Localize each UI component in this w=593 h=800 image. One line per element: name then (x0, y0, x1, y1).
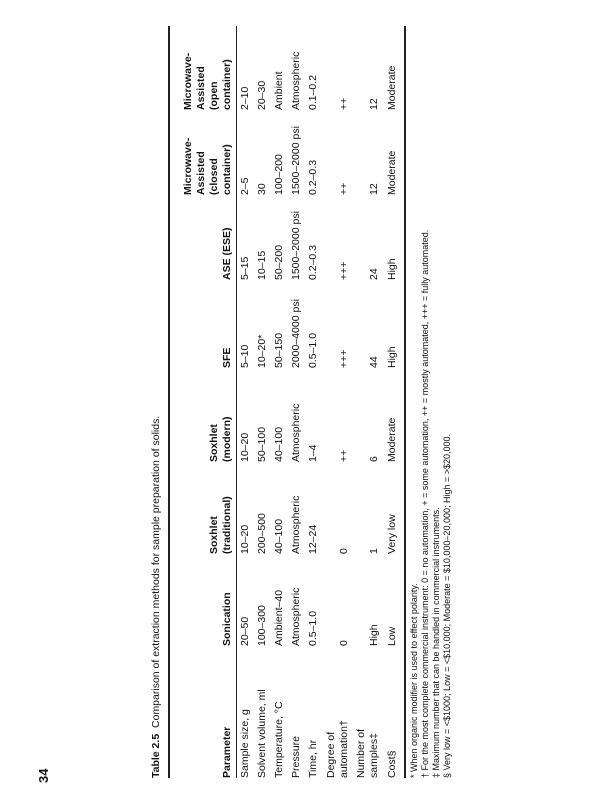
value-cell: 0.2–0.3 (307, 244, 319, 280)
value-cell: Ambient (273, 71, 285, 110)
param-cell: Number of samples‡ (355, 728, 380, 778)
value-cell: 6 (368, 456, 380, 462)
param-cell: Degree of automation† (325, 720, 350, 778)
value-cell: 30 (256, 183, 268, 195)
value-cell: High (386, 346, 398, 368)
value-cell: 50–100 (256, 426, 268, 462)
value-cell: 10–15 (256, 250, 268, 280)
value-cell: Very low (386, 514, 398, 554)
value-cell: Atmospheric (290, 587, 302, 646)
header-ase: ASE (ESE) (221, 227, 233, 280)
value-cell: 5–10 (239, 344, 251, 368)
value-cell: ++ (338, 97, 350, 110)
param-cell: Sample size, g (239, 709, 251, 778)
value-cell: 10–20 (239, 524, 251, 554)
value-cell: 44 (368, 356, 380, 368)
value-cell: Ambient–40 (273, 589, 285, 646)
value-cell: Atmospheric (290, 51, 302, 110)
value-cell: 2–10 (239, 86, 251, 110)
value-cell: 0 (338, 548, 350, 554)
page-number: 34 (36, 768, 51, 783)
value-cell: 1500–2000 psi (290, 211, 302, 280)
param-cell: Temperature, °C (273, 701, 285, 778)
header-sonication: Sonication (221, 592, 233, 646)
header-soxhlet-modern: Soxhlet (modern) (208, 416, 233, 462)
value-cell: 40–100 (273, 426, 285, 462)
value-cell: Moderate (386, 65, 398, 110)
value-cell: 1 (368, 548, 380, 554)
header-rule (236, 26, 237, 778)
value-cell: 0.5–1.0 (307, 610, 319, 646)
header-microwave-closed: Microwave- Assisted (closed container) (182, 137, 233, 195)
value-cell: 12 (368, 183, 380, 195)
value-cell: ++ (338, 449, 350, 462)
value-cell: 24 (368, 268, 380, 280)
value-cell: 50–150 (273, 332, 285, 368)
value-cell: 0.1–0.2 (307, 74, 319, 110)
table-caption (150, 416, 162, 778)
value-cell: Low (386, 626, 398, 646)
value-cell: 1500–2000 psi (290, 126, 302, 195)
value-cell: 5–15 (239, 256, 251, 280)
top-rule (168, 26, 170, 778)
param-cell: Solvent volume, ml (256, 689, 268, 778)
footnote: † For the most complete commercial instrument: 0 = no automation, + = some automation, ++ = mostly automated, +++ = fully automated. (420, 229, 430, 778)
param-cell: Cost§ (386, 750, 398, 778)
table-container (150, 18, 570, 778)
value-cell: High (386, 258, 398, 280)
header-parameter: Parameter (221, 726, 233, 778)
table-caption-text: Comparison of extraction methods for sample preparation of solids. (150, 415, 162, 728)
value-cell: 50–200 (273, 244, 285, 280)
value-cell: 12–24 (307, 524, 319, 554)
header-soxhlet-traditional: Soxhlet (traditional) (208, 496, 233, 554)
value-cell: 0.2–0.3 (307, 159, 319, 195)
param-cell: Pressure (290, 735, 302, 778)
table-label: Table 2.5 (150, 733, 162, 778)
value-cell: 40–100 (273, 518, 285, 554)
value-cell: 20–50 (239, 616, 251, 646)
value-cell: 0 (338, 640, 350, 646)
value-cell: Moderate (386, 150, 398, 195)
footnote: § Very low = <$1000; Low = <$10,000; Moderate = $10,000–20,000; High = >$20,000. (442, 433, 452, 778)
value-cell: 1–4 (307, 444, 319, 462)
value-cell: 200–500 (256, 513, 268, 554)
value-cell: 100–300 (256, 605, 268, 646)
value-cell: +++ (338, 349, 350, 368)
param-cell: Time, hr (307, 739, 319, 778)
value-cell: 20–30 (256, 80, 268, 110)
footnote: ‡ Maximum number that can be handled in commercial instruments. (431, 507, 441, 778)
header-microwave-open: Microwave- Assisted (open container) (182, 52, 233, 110)
value-cell: 2–5 (239, 177, 251, 195)
value-cell: Atmospheric (290, 403, 302, 462)
value-cell: 0.5–1.0 (307, 332, 319, 368)
value-cell: High (368, 624, 380, 646)
header-sfe: SFE (221, 347, 233, 368)
value-cell: 2000–4000 psi (290, 299, 302, 368)
value-cell: 10–20 (239, 432, 251, 462)
value-cell: 12 (368, 98, 380, 110)
value-cell: +++ (338, 261, 350, 280)
bottom-rule (404, 26, 406, 778)
value-cell: 100–200 (273, 154, 285, 195)
value-cell: 10–20* (256, 334, 268, 368)
footnote: * When organic modifier is used to effect polarity. (409, 583, 419, 778)
value-cell: Moderate (386, 417, 398, 462)
value-cell: Atmospheric (290, 495, 302, 554)
value-cell: ++ (338, 182, 350, 195)
